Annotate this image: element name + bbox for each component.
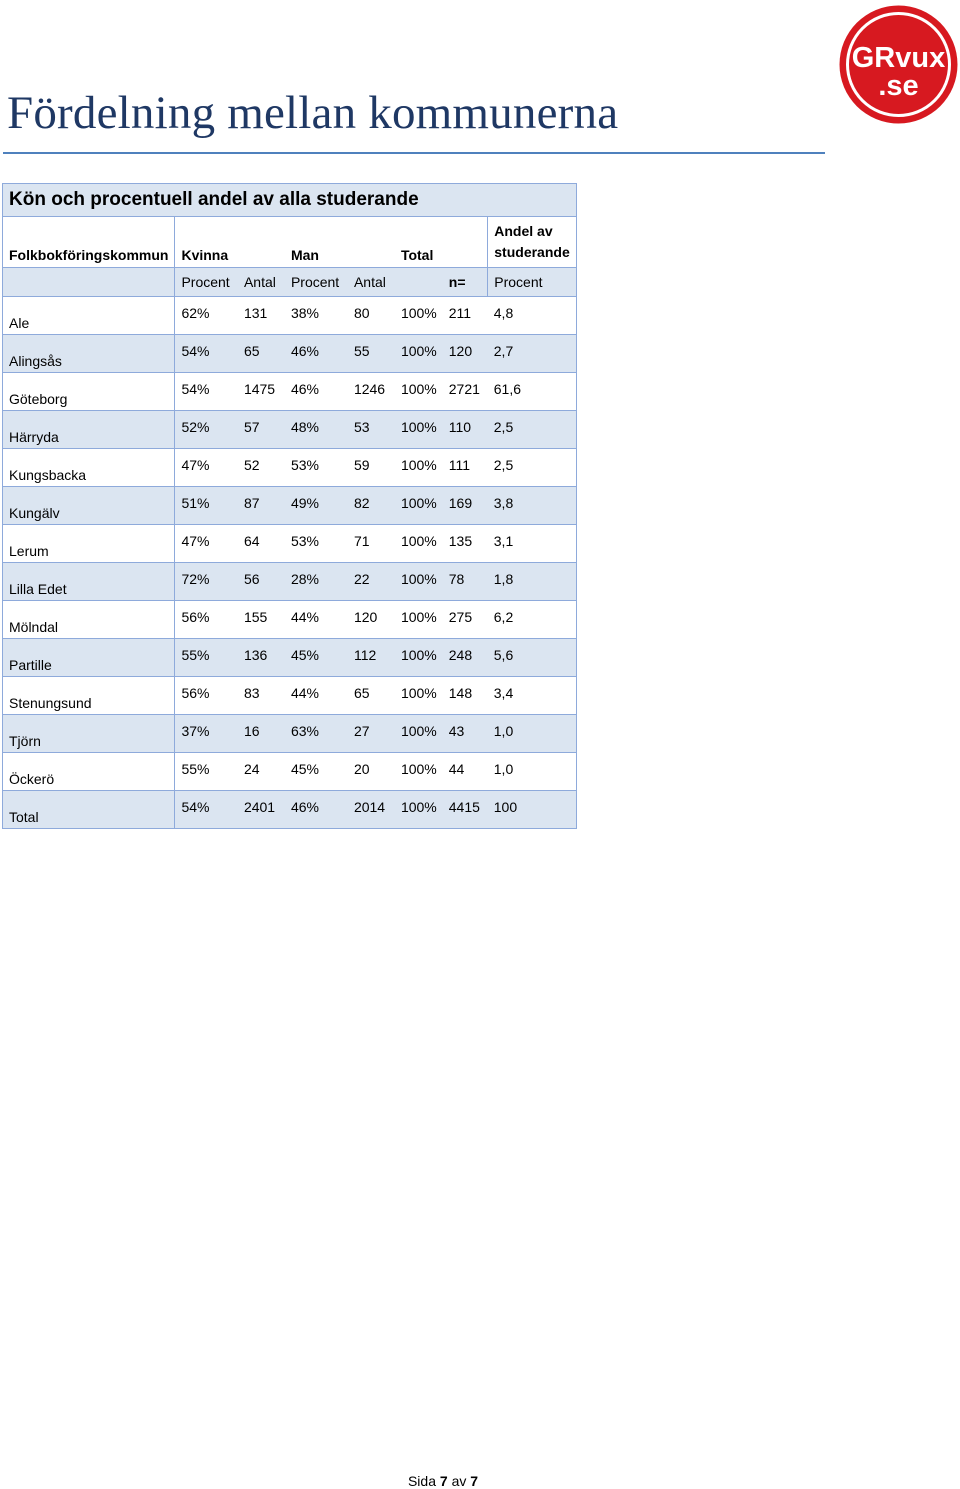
table-row xyxy=(3,791,577,829)
cell-man-procent: 28% xyxy=(285,563,348,601)
header-andel xyxy=(488,217,576,268)
header-kommun: Folkbokföringskommun xyxy=(3,217,175,268)
cell-kvinna-procent: 62% xyxy=(175,297,238,335)
table-row xyxy=(3,753,577,791)
cell-kvinna-antal: 65 xyxy=(238,335,285,373)
cell-man-antal: 112 xyxy=(348,639,395,677)
cell-total-procent: 100% xyxy=(395,373,443,411)
cell-kvinna-procent: 51% xyxy=(175,487,238,525)
header-andel-line2: studerande xyxy=(494,244,570,260)
cell-andel-procent: 3,4 xyxy=(488,677,576,715)
cell-andel-procent: 2,7 xyxy=(488,335,576,373)
footer-page: 7 xyxy=(439,1473,448,1489)
cell-total-procent: 100% xyxy=(395,677,443,715)
cell-total-n: 120 xyxy=(443,335,488,373)
cell-total-procent: 100% xyxy=(395,449,443,487)
cell-kommun: Partille xyxy=(3,639,175,677)
logo-text-se: .se xyxy=(878,70,919,102)
cell-total-n: 211 xyxy=(443,297,488,335)
cell-total-n: 4415 xyxy=(443,791,488,829)
cell-total-procent: 100% xyxy=(395,487,443,525)
cell-kvinna-antal: 83 xyxy=(238,677,285,715)
table-caption: Kön och procentuell andel av alla studerande xyxy=(3,184,577,217)
cell-kvinna-antal: 64 xyxy=(238,525,285,563)
cell-kvinna-antal: 16 xyxy=(238,715,285,753)
cell-kvinna-procent: 47% xyxy=(175,525,238,563)
footer-prefix: Sida xyxy=(407,1473,436,1489)
header-n: n= xyxy=(443,268,488,297)
cell-total-procent: 100% xyxy=(395,525,443,563)
cell-total-procent: 100% xyxy=(395,791,443,829)
cell-kvinna-procent: 54% xyxy=(175,791,238,829)
cell-andel-procent: 1,0 xyxy=(488,753,576,791)
cell-kvinna-procent: 52% xyxy=(175,411,238,449)
cell-kvinna-antal: 87 xyxy=(238,487,285,525)
cell-total-procent: 100% xyxy=(395,411,443,449)
cell-kvinna-antal: 136 xyxy=(238,639,285,677)
cell-man-procent: 48% xyxy=(285,411,348,449)
cell-kvinna-antal: 57 xyxy=(238,411,285,449)
table-row xyxy=(3,677,577,715)
cell-total-n: 275 xyxy=(443,601,488,639)
cell-kommun: Tjörn xyxy=(3,715,175,753)
cell-kommun: Kungsbacka xyxy=(3,449,175,487)
table-row xyxy=(3,601,577,639)
cell-man-procent: 45% xyxy=(285,753,348,791)
cell-man-procent: 45% xyxy=(285,639,348,677)
cell-total-n: 43 xyxy=(443,715,488,753)
cell-man-antal: 71 xyxy=(348,525,395,563)
cell-kommun: Stenungsund xyxy=(3,677,175,715)
cell-kvinna-antal: 24 xyxy=(238,753,285,791)
cell-andel-procent: 2,5 xyxy=(488,449,576,487)
cell-man-procent: 49% xyxy=(285,487,348,525)
cell-kvinna-procent: 72% xyxy=(175,563,238,601)
cell-total-n: 169 xyxy=(443,487,488,525)
header-andel-procent: Procent xyxy=(488,268,576,297)
logo-text-grvux: GRvux xyxy=(851,42,946,74)
cell-andel-procent: 100 xyxy=(488,791,576,829)
cell-total-procent: 100% xyxy=(395,335,443,373)
cell-kvinna-procent: 47% xyxy=(175,449,238,487)
cell-kommun: Härryda xyxy=(3,411,175,449)
cell-kvinna-antal: 1475 xyxy=(238,373,285,411)
cell-andel-procent: 3,1 xyxy=(488,525,576,563)
footer-sep: av xyxy=(451,1473,467,1489)
cell-kvinna-antal: 2401 xyxy=(238,791,285,829)
cell-man-procent: 63% xyxy=(285,715,348,753)
cell-kommun: Lilla Edet xyxy=(3,563,175,601)
table-row xyxy=(3,487,577,525)
cell-kommun: Öckerö xyxy=(3,753,175,791)
cell-man-procent: 38% xyxy=(285,297,348,335)
cell-kommun: Göteborg xyxy=(3,373,175,411)
cell-total-procent: 100% xyxy=(395,715,443,753)
table-row xyxy=(3,335,577,373)
header-kvinna-antal: Antal xyxy=(238,268,285,297)
header-man: Man xyxy=(285,217,395,268)
cell-andel-procent: 61,6 xyxy=(488,373,576,411)
cell-man-procent: 44% xyxy=(285,677,348,715)
cell-total-n: 2721 xyxy=(443,373,488,411)
cell-man-procent: 53% xyxy=(285,525,348,563)
cell-man-procent: 53% xyxy=(285,449,348,487)
cell-kvinna-procent: 55% xyxy=(175,753,238,791)
table-row xyxy=(3,449,577,487)
cell-man-antal: 2014 xyxy=(348,791,395,829)
cell-total-n: 44 xyxy=(443,753,488,791)
header2-empty xyxy=(3,268,175,297)
cell-andel-procent: 3,8 xyxy=(488,487,576,525)
cell-total-procent: 100% xyxy=(395,753,443,791)
cell-total-procent: 100% xyxy=(395,297,443,335)
cell-man-antal: 22 xyxy=(348,563,395,601)
cell-andel-procent: 1,0 xyxy=(488,715,576,753)
cell-kvinna-procent: 54% xyxy=(175,335,238,373)
cell-kvinna-antal: 155 xyxy=(238,601,285,639)
table-row xyxy=(3,715,577,753)
cell-man-procent: 46% xyxy=(285,791,348,829)
cell-man-antal: 82 xyxy=(348,487,395,525)
cell-kommun: Ale xyxy=(3,297,175,335)
cell-man-procent: 46% xyxy=(285,335,348,373)
header-total: Total xyxy=(395,217,488,268)
table-row xyxy=(3,297,577,335)
cell-kvinna-procent: 55% xyxy=(175,639,238,677)
cell-man-antal: 55 xyxy=(348,335,395,373)
cell-man-antal: 53 xyxy=(348,411,395,449)
cell-total-procent: 100% xyxy=(395,601,443,639)
cell-total-n: 110 xyxy=(443,411,488,449)
cell-total-n: 78 xyxy=(443,563,488,601)
cell-man-antal: 120 xyxy=(348,601,395,639)
cell-andel-procent: 5,6 xyxy=(488,639,576,677)
cell-man-antal: 1246 xyxy=(348,373,395,411)
table-row xyxy=(3,373,577,411)
cell-total-n: 248 xyxy=(443,639,488,677)
cell-kommun: Alingsås xyxy=(3,335,175,373)
header-andel-line1: Andel av xyxy=(494,223,553,239)
table-row xyxy=(3,563,577,601)
page-title: Fördelning mellan kommunerna xyxy=(7,87,619,139)
cell-total-procent: 100% xyxy=(395,563,443,601)
table-row xyxy=(3,639,577,677)
cell-man-antal: 59 xyxy=(348,449,395,487)
cell-kommun: Mölndal xyxy=(3,601,175,639)
cell-total-procent: 100% xyxy=(395,639,443,677)
cell-kommun: Lerum xyxy=(3,525,175,563)
header-kvinna-procent: Procent xyxy=(175,268,238,297)
table-row xyxy=(3,411,577,449)
cell-kvinna-antal: 56 xyxy=(238,563,285,601)
title-divider xyxy=(3,152,825,154)
grvux-logo xyxy=(838,4,959,125)
cell-andel-procent: 1,8 xyxy=(488,563,576,601)
table-body xyxy=(3,297,577,829)
cell-kvinna-procent: 56% xyxy=(175,677,238,715)
cell-man-antal: 20 xyxy=(348,753,395,791)
cell-kommun: Total xyxy=(3,791,175,829)
cell-kvinna-antal: 52 xyxy=(238,449,285,487)
kommun-table xyxy=(2,183,577,829)
cell-man-procent: 44% xyxy=(285,601,348,639)
cell-man-procent: 46% xyxy=(285,373,348,411)
cell-kvinna-procent: 56% xyxy=(175,601,238,639)
header-man-procent: Procent xyxy=(285,268,348,297)
table-row xyxy=(3,525,577,563)
header-kvinna: Kvinna xyxy=(175,217,285,268)
cell-man-antal: 80 xyxy=(348,297,395,335)
cell-total-n: 148 xyxy=(443,677,488,715)
cell-kvinna-antal: 131 xyxy=(238,297,285,335)
cell-andel-procent: 2,5 xyxy=(488,411,576,449)
header-man-antal: Antal xyxy=(348,268,395,297)
cell-kvinna-procent: 37% xyxy=(175,715,238,753)
cell-kvinna-procent: 54% xyxy=(175,373,238,411)
cell-total-n: 135 xyxy=(443,525,488,563)
cell-man-antal: 27 xyxy=(348,715,395,753)
cell-andel-procent: 4,8 xyxy=(488,297,576,335)
cell-man-antal: 65 xyxy=(348,677,395,715)
cell-total-n: 111 xyxy=(443,449,488,487)
cell-kommun: Kungälv xyxy=(3,487,175,525)
footer-total: 7 xyxy=(470,1473,479,1489)
header-total-empty xyxy=(395,268,443,297)
cell-andel-procent: 6,2 xyxy=(488,601,576,639)
